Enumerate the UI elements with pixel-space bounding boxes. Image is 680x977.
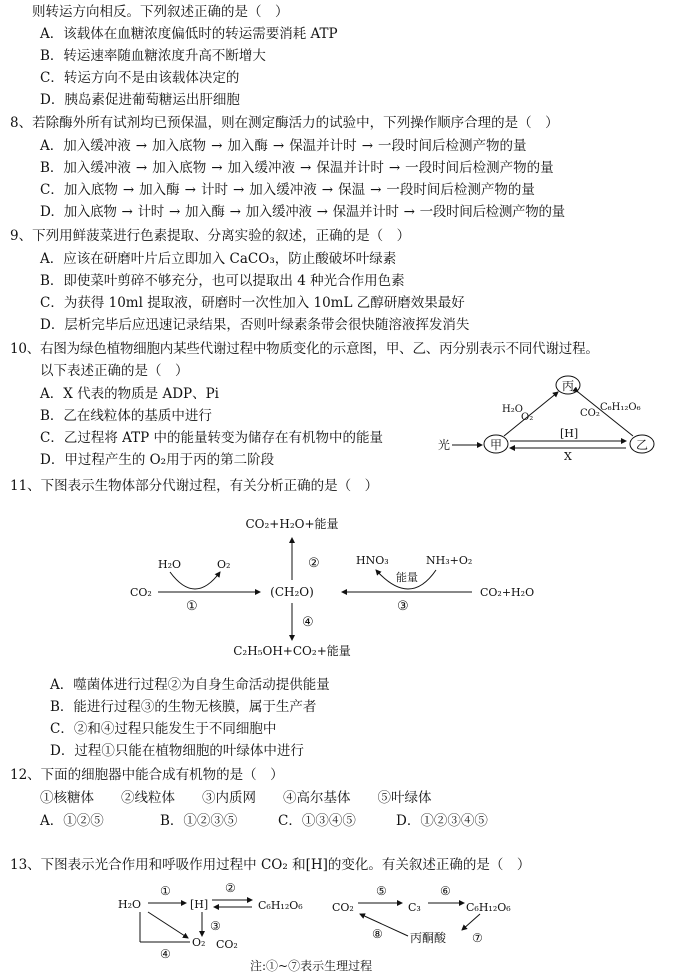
q8-option-c[interactable]: C．加入底物 → 加入酶 → 计时 → 加入缓冲液 → 保温 → 一段时间后检测产物的量 — [40, 182, 535, 198]
label-h2o: H₂O — [158, 558, 182, 571]
label-co2: CO₂ — [580, 408, 600, 419]
q12-option-d[interactable]: D．①②③④⑤ — [396, 813, 488, 829]
label-co2-left: CO₂ — [130, 586, 152, 599]
q12-option-a[interactable]: A．①②⑤ — [40, 813, 104, 829]
label-h2o: H₂O — [502, 404, 523, 415]
label-light: 光 — [438, 438, 451, 452]
label-glucose-right: C₆H₁₂O₆ — [466, 901, 511, 914]
label-process-5: ⑤ — [376, 884, 387, 898]
label-top-product: CO₂+H₂O+能量 — [245, 517, 339, 531]
q13-stem: 13、下图表示光合作用和呼吸作用过程中 CO₂ 和[H]的变化。有关叙述正确的是（ ） — [10, 857, 531, 873]
label-process-3: ③ — [397, 599, 409, 614]
q8-option-b[interactable]: B．加入缓冲液 → 加入底物 → 加入缓冲液 → 保温并计时 → 一段时间后检测产物的量 — [40, 160, 554, 176]
label-process-7: ⑦ — [472, 931, 483, 945]
label-process-1: ① — [160, 884, 171, 898]
q8-stem: 8、若除酶外所有试剂均已预保温，则在测定酶活力的试验中，下列操作顺序合理的是（ ） — [10, 115, 559, 131]
q10-option-b[interactable]: B．乙在线粒体的基质中进行 — [40, 408, 212, 424]
label-x: X — [564, 450, 572, 463]
q7-continuation: 则转运方向相反。下列叙述正确的是（ ） — [32, 4, 289, 20]
q10-option-a[interactable]: A．X 代表的物质是 ADP、Pi — [40, 386, 219, 402]
q8-option-d[interactable]: D．加入底物 → 计时 → 加入酶 → 加入缓冲液 → 保温并计时 → 一段时间后检测产物的量 — [40, 204, 565, 220]
label-bing: 丙 — [561, 379, 575, 393]
label-co2-h2o: CO₂+H₂O — [480, 586, 535, 599]
label-co2-left: CO₂ — [216, 938, 238, 951]
label-process-8: ⑧ — [372, 927, 383, 941]
label-process-1: ① — [186, 599, 198, 614]
label-h: [H] — [560, 427, 579, 440]
q7-option-d[interactable]: D．胰岛素促进葡萄糖运出肝细胞 — [40, 92, 240, 108]
q10-option-d[interactable]: D．甲过程产生的 O₂用于丙的第二阶段 — [40, 452, 275, 468]
label-process-4: ④ — [160, 947, 171, 961]
q11-option-c[interactable]: C．②和④过程只能发生于不同细胞中 — [50, 721, 277, 737]
label-ch2o: (CH₂O) — [270, 585, 314, 599]
q9-option-c[interactable]: C．为获得 10ml 提取液，研磨时一次性加入 10mL 乙醇研磨效果最好 — [40, 295, 465, 311]
q11-option-d[interactable]: D．过程①只能在植物细胞的叶绿体中进行 — [50, 743, 304, 759]
label-pyruvate: 丙酮酸 — [410, 931, 447, 945]
q10-stem: 10、右图为绿色植物细胞内某些代谢过程中物质变化的示意图，甲、乙、丙分别表示不同代谢过程。 — [10, 341, 599, 357]
label-o2: O₂ — [521, 412, 534, 423]
q9-option-a[interactable]: A．应该在研磨叶片后立即加入 CaCO₃，防止酸破坏叶绿素 — [40, 251, 397, 267]
label-energy: 能量 — [396, 571, 418, 584]
label-bottom-product: C₂H₅OH+CO₂+能量 — [233, 644, 351, 658]
label-co2-right: CO₂ — [332, 901, 354, 914]
figure-note: 注:①~⑦表示生理过程 — [250, 959, 373, 973]
label-glucose: C₆H₁₂O₆ — [258, 899, 303, 912]
label-process-3: ③ — [210, 919, 221, 933]
q7-option-a[interactable]: A．该载体在血糖浓度偏低时的转运需要消耗 ATP — [40, 26, 338, 42]
q8-option-a[interactable]: A．加入缓冲液 → 加入底物 → 加入酶 → 保温并计时 → 一段时间后检测产物的量 — [40, 138, 527, 154]
q12-option-b[interactable]: B．①②③⑤ — [160, 813, 238, 829]
q11-stem: 11、下图表示生物体部分代谢过程，有关分析正确的是（ ） — [10, 478, 379, 494]
label-process-6: ⑥ — [440, 884, 451, 898]
q12-option-c[interactable]: C．①③④⑤ — [278, 813, 356, 829]
label-jia: 甲 — [489, 438, 503, 452]
q11-option-a[interactable]: A．噬菌体进行过程②为自身生命活动提供能量 — [50, 677, 330, 693]
label-process-4: ④ — [302, 615, 314, 630]
q13-figure — [110, 878, 550, 976]
q10-option-c[interactable]: C．乙过程将 ATP 中的能量转变为储存在有机物中的能量 — [40, 430, 384, 446]
label-glucose: C₆H₁₂O₆ — [600, 402, 641, 413]
label-h: [H] — [190, 898, 209, 911]
q12-items: ①核糖体 ②线粒体 ③内质网 ④高尔基体 ⑤叶绿体 — [40, 790, 432, 806]
label-o2: O₂ — [192, 936, 206, 949]
q7-option-c[interactable]: C．转运方向不是由该载体决定的 — [40, 70, 240, 86]
label-o2: O₂ — [217, 558, 231, 571]
label-process-2: ② — [308, 556, 320, 571]
q10-figure — [430, 370, 675, 470]
q9-option-b[interactable]: B．即使菜叶剪碎不够充分，也可以提取出 4 种光合作用色素 — [40, 273, 405, 289]
label-c3: C₃ — [408, 901, 421, 914]
label-hno3: HNO₃ — [356, 554, 389, 567]
label-nh3-o2: NH₃+O₂ — [426, 554, 473, 567]
q7-option-b[interactable]: B．转运速率随血糖浓度升高不断增大 — [40, 48, 266, 64]
q9-option-d[interactable]: D．层析完毕后应迅速记录结果，否则叶绿素条带会很快随溶液挥发消失 — [40, 317, 470, 333]
label-h2o: H₂O — [118, 898, 142, 911]
label-yi: 乙 — [635, 438, 649, 452]
q12-stem: 12、下面的细胞器中能合成有机物的是（ ） — [10, 767, 284, 783]
q11-figure — [120, 510, 560, 665]
q9-stem: 9、下列用鲜菠菜进行色素提取、分离实验的叙述，正确的是（ ） — [10, 228, 411, 244]
label-process-2: ② — [225, 881, 236, 895]
q11-option-b[interactable]: B．能进行过程③的生物无核膜，属于生产者 — [50, 699, 317, 715]
q10-stem-line2: 以下表述正确的是（ ） — [40, 363, 189, 379]
